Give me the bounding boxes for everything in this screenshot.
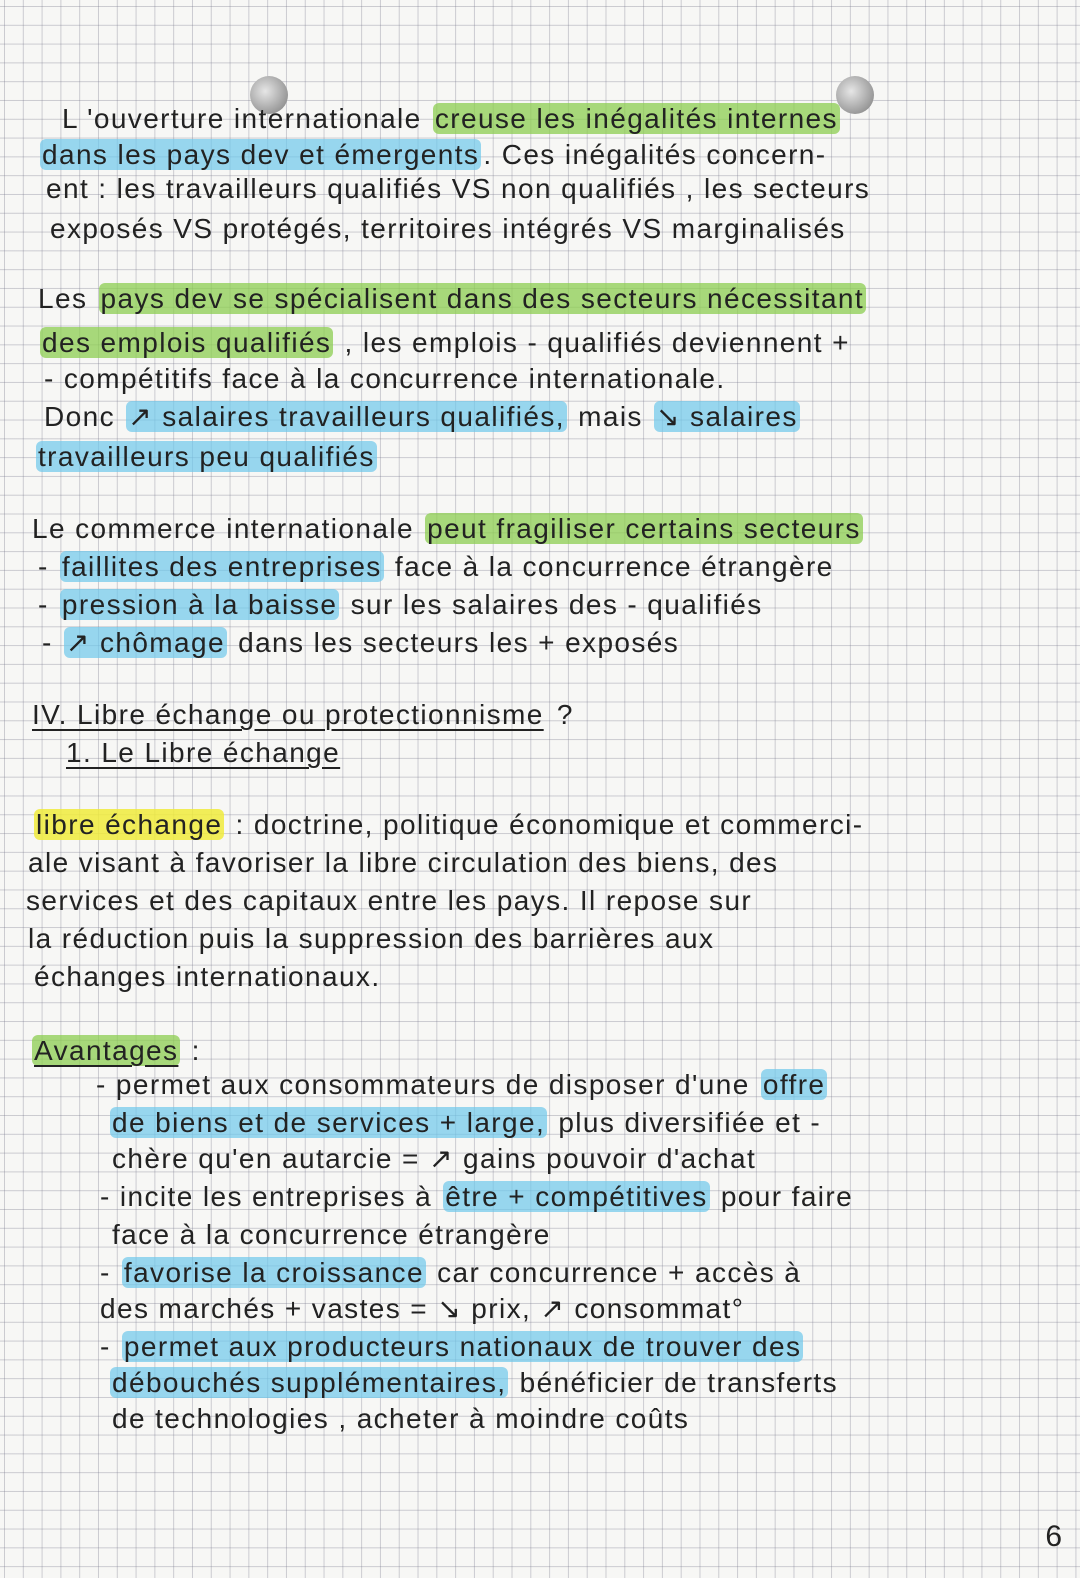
note-line: [64, 736, 342, 770]
note-line: [40, 626, 681, 660]
note-text: -: [100, 1331, 120, 1362]
note-line: [110, 1218, 553, 1252]
note-text: pour faire: [711, 1181, 854, 1212]
note-text: face à la concurrence étrangère: [112, 1219, 551, 1250]
note-line: [98, 1256, 803, 1290]
note-line: [36, 550, 836, 584]
note-text: face à la concurrence étrangère: [385, 551, 834, 582]
binder-hole-right: [836, 76, 874, 114]
note-text: exposés VS protégés, territoires intégrés VS marginalisés: [50, 213, 846, 244]
note-line: [36, 440, 377, 474]
note-line: [34, 808, 865, 842]
note-text: . Ces inégalités concern-: [483, 139, 827, 170]
note-line: [42, 400, 800, 434]
highlighted-text: des emplois qualifiés: [42, 327, 332, 358]
note-text: de technologies , acheter à moindre coûts: [112, 1403, 690, 1434]
note-line: [42, 362, 728, 396]
note-text: mais: [568, 401, 653, 432]
highlighted-text: Avantages: [34, 1035, 179, 1066]
note-line: [24, 884, 754, 918]
note-text: des marchés + vastes = ↘ prix, ↗ consommat°: [100, 1293, 745, 1324]
note-text: - compétitifs face à la concurrence internationale.: [44, 363, 726, 394]
note-line: [36, 282, 866, 316]
note-line: [26, 922, 716, 956]
highlighted-text: creuse les inégalités internes: [434, 103, 838, 134]
note-line: [110, 1366, 840, 1400]
note-text: bénéficier de transferts: [510, 1367, 839, 1398]
note-line: [98, 1180, 855, 1214]
highlighted-text: travailleurs peu qualifiés: [38, 441, 375, 472]
note-text: plus diversifiée et -: [549, 1107, 822, 1138]
highlighted-text: favorise la croissance: [123, 1257, 424, 1288]
note-line: [98, 1292, 746, 1326]
note-text: la réduction puis la suppression des barrières aux: [28, 923, 715, 954]
note-line: [40, 138, 829, 172]
note-text: car concurrence + accès à: [427, 1257, 802, 1288]
note-text: chère qu'en autarcie = ↗ gains pouvoir d'achat: [112, 1143, 757, 1174]
note-text: ent : les travailleurs qualifiés VS non qualifiés , les secteurs: [46, 173, 871, 204]
note-text: -: [38, 589, 58, 620]
note-line: [94, 1068, 827, 1102]
note-text: :: [182, 1035, 201, 1066]
note-line: [30, 698, 576, 732]
highlighted-text: offre: [762, 1069, 826, 1100]
highlighted-text: ↘ salaires: [656, 401, 798, 432]
note-line: [26, 846, 780, 880]
highlighted-text: ↗ salaires travailleurs qualifiés,: [128, 401, 565, 432]
note-text: dans les secteurs les + exposés: [228, 627, 680, 658]
highlighted-text: être + compétitives: [445, 1181, 708, 1212]
note-line: [110, 1402, 691, 1436]
underlined-heading: 1. Le Libre échange: [66, 737, 341, 768]
highlighted-text: pression à la baisse: [61, 589, 338, 620]
highlighted-text: pays dev se spécialisent dans des secteurs nécessitant: [100, 283, 865, 314]
note-line: [44, 172, 872, 206]
page-number: 6: [1045, 1520, 1062, 1553]
note-text: -: [100, 1257, 120, 1288]
highlighted-text: ↗ chômage: [65, 627, 225, 658]
note-text: -: [38, 551, 58, 582]
note-line: [32, 960, 383, 994]
note-text: L 'ouverture internationale: [62, 103, 431, 134]
note-text: Donc: [44, 401, 125, 432]
note-text: ?: [547, 699, 574, 730]
highlighted-text: faillites des entreprises: [61, 551, 382, 582]
note-line: [36, 588, 765, 622]
note-line: [32, 1034, 203, 1068]
note-text: ale visant à favoriser la libre circulation des biens, des: [28, 847, 779, 878]
highlighted-text: débouchés supplémentaires,: [112, 1367, 507, 1398]
highlighted-text: dans les pays dev et émergents: [42, 139, 480, 170]
note-text: Les: [38, 283, 97, 314]
note-line: [40, 326, 852, 360]
note-text: - incite les entreprises à: [100, 1181, 442, 1212]
note-text: sur les salaires des - qualifiés: [341, 589, 763, 620]
note-text: échanges internationaux.: [34, 961, 381, 992]
note-text: , les emplois - qualifiés deviennent +: [335, 327, 850, 358]
note-line: [110, 1106, 823, 1140]
note-text: Le commerce internationale: [32, 513, 424, 544]
highlighted-text: de biens et de services + large,: [112, 1107, 546, 1138]
note-line: [30, 512, 863, 546]
note-line: [110, 1142, 758, 1176]
highlighted-text: libre échange: [36, 809, 223, 840]
underlined-heading: IV. Libre échange ou protectionnisme: [32, 699, 544, 730]
note-line: [48, 212, 848, 246]
note-line: [98, 1330, 803, 1364]
highlighted-text: permet aux producteurs nationaux de trouver des: [123, 1331, 802, 1362]
note-text: services et des capitaux entre les pays. Il repose sur: [26, 885, 753, 916]
note-line: [60, 102, 840, 136]
highlighted-text: peut fragiliser certains secteurs: [427, 513, 861, 544]
note-text: - permet aux consommateurs de disposer d'une: [96, 1069, 759, 1100]
note-text: -: [42, 627, 62, 658]
note-text: : doctrine, politique économique et commerci-: [226, 809, 864, 840]
